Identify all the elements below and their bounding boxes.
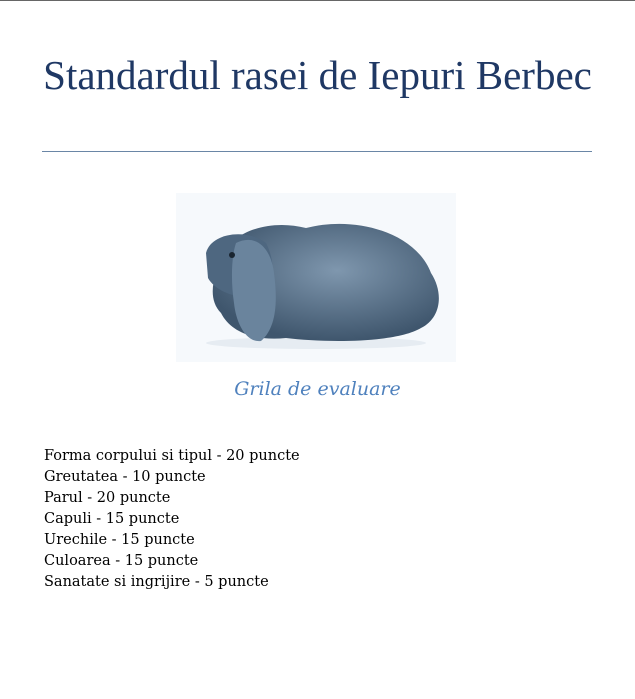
rabbit-image [176,193,456,362]
title-divider [42,151,592,152]
section-subtitle: Grila de evaluare [234,378,401,400]
list-item: Forma corpului si tipul - 20 puncte [44,448,300,464]
list-item: Greutatea - 10 puncte [44,469,206,485]
list-item: Culoarea - 15 puncte [44,553,199,569]
list-item: Parul - 20 puncte [44,490,171,506]
evaluation-criteria-list [44,446,300,593]
page-title: Standardul rasei de Iepuri Berbec [43,52,592,98]
list-item: Urechile - 15 puncte [44,532,195,548]
top-border [0,0,635,1]
list-item: Sanatate si ingrijire - 5 puncte [44,574,269,590]
list-item: Capuli - 15 puncte [44,511,180,527]
